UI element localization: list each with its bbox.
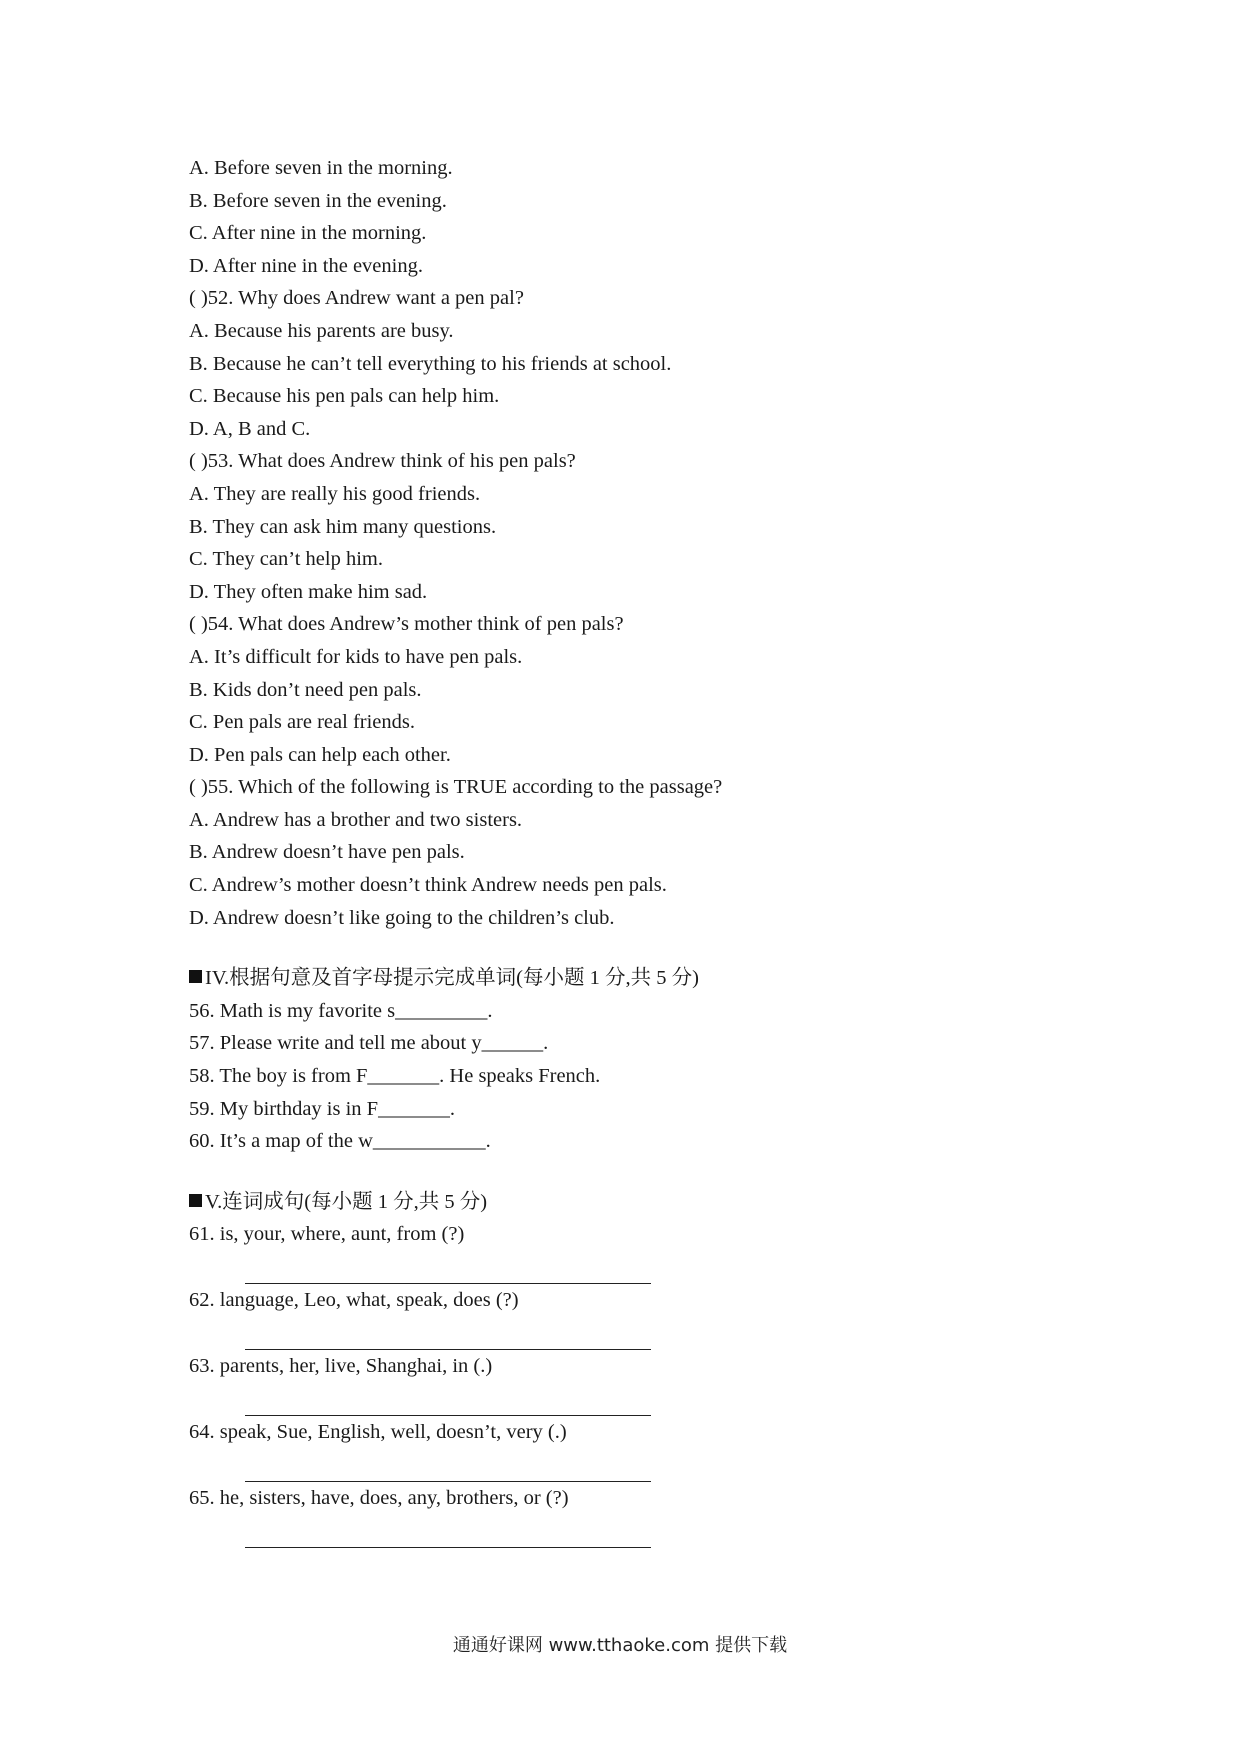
question-53 <box>189 445 1089 608</box>
option-b: B. Andrew doesn’t have pen pals. <box>189 841 465 864</box>
sentence-item <box>189 1350 1089 1416</box>
sentence-item <box>189 1218 1089 1284</box>
word-list: 64. speak, Sue, English, well, doesn’t, very (.) <box>189 1421 567 1444</box>
option-b: B. Kids don’t need pen pals. <box>189 678 422 701</box>
sentence-item <box>189 1416 1089 1482</box>
section-spacer <box>189 1158 1089 1186</box>
answer-line[interactable] <box>245 1514 651 1548</box>
option-d: D. Andrew doesn’t like going to the children’s club. <box>189 906 615 929</box>
option-d: D. They often make him sad. <box>189 580 428 603</box>
option-51-d: D. After nine in the evening. <box>189 254 423 277</box>
section-spacer <box>189 934 1089 962</box>
section-4-heading <box>189 962 1089 995</box>
word-list: 62. language, Leo, what, speak, does (?) <box>189 1289 519 1312</box>
option-b: B. Because he can’t tell everything to his friends at school. <box>189 352 672 375</box>
option-51-b: B. Before seven in the evening. <box>189 189 447 212</box>
sentence-item <box>189 1284 1089 1350</box>
question-stem: ( )54. What does Andrew’s mother think of pen pals? <box>189 613 624 636</box>
section-4 <box>189 962 1089 1158</box>
fill-blank-item: 60. It’s a map of the w___________. <box>189 1130 491 1153</box>
question-52 <box>189 282 1089 445</box>
answer-line[interactable] <box>245 1250 651 1284</box>
answer-line[interactable] <box>245 1448 651 1482</box>
question-54 <box>189 608 1089 771</box>
fill-blank-item: 57. Please write and tell me about y______. <box>189 1032 549 1055</box>
section-5-heading-text: V.连词成句(每小题 1 分,共 5 分) <box>205 1190 488 1213</box>
square-bullet-icon <box>189 970 202 983</box>
option-a: A. Andrew has a brother and two sisters. <box>189 808 523 831</box>
exam-content <box>189 152 1089 1548</box>
section-5 <box>189 1186 1089 1549</box>
word-list: 61. is, your, where, aunt, from (?) <box>189 1223 465 1246</box>
option-b: B. They can ask him many questions. <box>189 515 497 538</box>
question-55 <box>189 771 1089 934</box>
option-c: C. They can’t help him. <box>189 548 383 571</box>
answer-line[interactable] <box>245 1382 651 1416</box>
word-list: 65. he, sisters, have, does, any, brothers, or (?) <box>189 1487 569 1510</box>
page-footer: 通通好课网 www.tthaoke.com 提供下载 <box>452 1635 788 1656</box>
word-list: 63. parents, her, live, Shanghai, in (.) <box>189 1355 493 1378</box>
question-stem: ( )52. Why does Andrew want a pen pal? <box>189 287 524 310</box>
answer-line[interactable] <box>245 1316 651 1350</box>
fill-blank-item: 59. My birthday is in F_______. <box>189 1097 455 1120</box>
option-51-c: C. After nine in the morning. <box>189 222 427 245</box>
sentence-item <box>189 1482 1089 1548</box>
fill-blank-item: 56. Math is my favorite s_________. <box>189 999 493 1022</box>
section-5-heading <box>189 1186 1089 1219</box>
option-c: C. Pen pals are real friends. <box>189 711 415 734</box>
section-4-heading-text: IV.根据句意及首字母提示完成单词(每小题 1 分,共 5 分) <box>205 967 699 990</box>
option-c: C. Andrew’s mother doesn’t think Andrew needs pen pals. <box>189 874 667 897</box>
option-a: A. It’s difficult for kids to have pen pals. <box>189 645 523 668</box>
option-c: C. Because his pen pals can help him. <box>189 385 500 408</box>
square-bullet-icon <box>189 1194 202 1207</box>
question-51-options <box>189 152 1089 282</box>
option-a: A. Because his parents are busy. <box>189 319 454 342</box>
option-51-a: A. Before seven in the morning. <box>189 157 453 179</box>
option-d: D. Pen pals can help each other. <box>189 743 451 766</box>
option-a: A. They are really his good friends. <box>189 482 481 505</box>
option-d: D. A, B and C. <box>189 417 311 440</box>
fill-blank-item: 58. The boy is from F_______. He speaks French. <box>189 1065 601 1088</box>
question-stem: ( )55. Which of the following is TRUE according to the passage? <box>189 776 723 799</box>
question-stem: ( )53. What does Andrew think of his pen pals? <box>189 450 576 473</box>
